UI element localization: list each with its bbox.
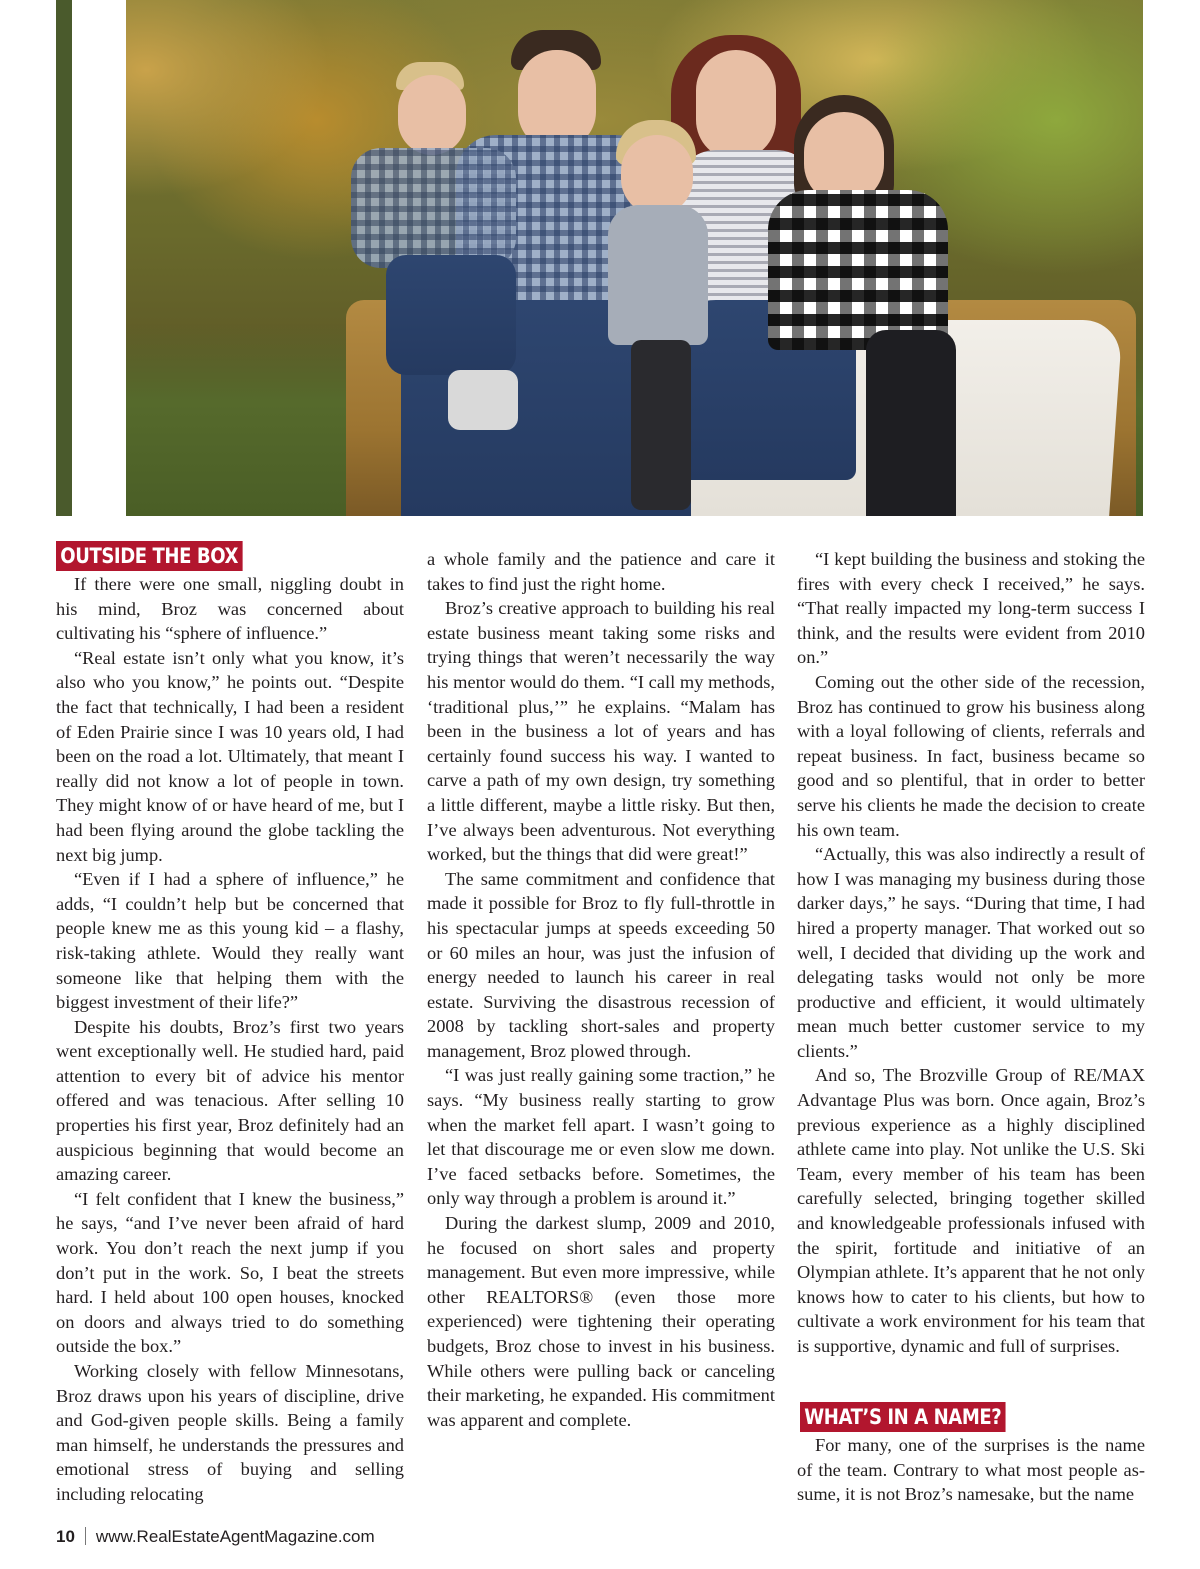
paragraph: “Even if I had a sphere of influence,” he adds, “I couldn’t help but be concerned that people knew me as this young kid – a flashy, risk-taking athlete. Would they really want someone like that helping them with the biggest investment of their life?” — [56, 869, 404, 1013]
paragraph: And so, The Brozville Group of RE/MAX Advantage Plus was born. Once again, Broz’s previous experience as a highly disciplined athlete came into play. Not unlike the U.S. Ski Team, every member of his team has been carefully selected, bringing together skilled and knowledgeable professionals infused with the spirit, fortitude and initiative of an Olympian athlete. It’s apparent that he not only knows how to cater to his clients, but how to cultivate a work environment for his team that is supportive, dynamic and full of surprises. — [797, 1065, 1145, 1356]
magazine-url[interactable]: www.RealEstateAgentMagazine.com — [95, 1527, 375, 1546]
toddler-shirt — [351, 148, 516, 268]
mother-face — [696, 50, 776, 160]
paragraph: “I kept building the business and stoking the fires with every check I received,” he says. “That really impacted my long-term success I think, and the results were evident from 2010 on.” — [797, 549, 1145, 668]
toddler-shoes — [448, 370, 518, 430]
section-heading-outside-the-box: OUTSIDE THE BOX — [56, 541, 242, 571]
column-3 — [797, 547, 1145, 1359]
paragraph: “Real estate isn’t only what you know, it’s also who you know,” he points out. “Despite the fact that technically, I had been a resident of Eden Prairie since I was 10 years old, I had been on the road a lot. Ultimately, that meant I really did not know a lot of people in town. They might know of or have heard of me, but I had been flying around the globe tackling the next big jump. — [56, 647, 404, 865]
paragraph: Coming out the other side of the recession, Broz has continued to grow his business along with a loyal following of clients, referrals and repeat business. In fact, business became so good and so plentiful, that in order to better serve his clients he made the decision to create his own team. — [797, 671, 1145, 840]
paragraph: Working closely with fellow Minnesotans, Broz draws upon his years of discipline, drive and God-given people skills. Being a family man himself, he understands the pressures and emotional stress of buying and selling including relocating — [56, 1361, 404, 1504]
paragraph: The same commitment and confidence that made it possible for Broz to fly full-throttle in his spectacular jumps at speeds exceeding 50 or 60 miles an hour, was just the infusion of energy needed to launch his career in real estate. Surviving the disastrous recession of 2008 by tackling short-sales and property management, Broz plowed through. — [427, 868, 775, 1061]
paragraph: Despite his doubts, Broz’s first two years went exceptionally well. He studied hard, paid attention to every bit of advice his mentor offered and was tenacious. After selling 10 properties his first year, Broz definitely had an auspicious beginning that would become an amazing career. — [56, 1016, 404, 1185]
paragraph: If there were one small, niggling doubt in his mind, Broz was concerned about cultivating his “sphere of influence.” — [56, 574, 404, 644]
girl-small-leggings — [631, 340, 691, 510]
toddler-face — [398, 75, 466, 155]
paragraph: “Actually, this was also indirectly a result of how I was managing my business during those darker days,” he says. “During that time, I had hired a property manager. That worked out so well, I decided that dividing up the work and delegating tasks would not only be more productive and efficient, it would ultimately mean much better customer service to my clients.” — [797, 844, 1145, 1061]
footer-divider — [85, 1527, 86, 1545]
paragraph: “I felt confident that I knew the business,” he says, “and I’ve never been afraid of hard work. You don’t reach the next jump if you don’t put in the work. So, I beat the streets hard. I held about 100 open houses, knocked on doors and always tried to do something outside the box.” — [56, 1188, 404, 1357]
paragraph: a whole family and the patience and care it takes to find just the right home. — [427, 549, 775, 594]
page-footer — [56, 1527, 375, 1547]
family-photo — [56, 0, 1143, 516]
section-heading-whats-in-a-name: WHAT’S IN A NAME? — [800, 1402, 1006, 1432]
column-1 — [56, 572, 404, 1507]
paragraph: “I was just really gaining some traction,” he says. “My business really starting to grow when the market fell apart. I wasn’t going to let that discourage me or even slow me down. I’ve faced setbacks before. Sometimes, the only way through a problem is around it.” — [427, 1065, 775, 1209]
paragraph: Broz’s creative approach to building his real estate business meant taking some risks and trying things that weren’t necessarily the way his mentor would do them. “I call my methods, ‘traditional plus,’” he explains. “Malam has been in the business a lot of years and has certainly found success his way. I wanted to carve a path of my own design, try something a little different, maybe a little risky. But then, I’ve always been adventurous. Not everything worked, but the things that did were great!” — [427, 598, 775, 865]
girl-small-face — [621, 135, 693, 215]
column-2 — [427, 547, 775, 1432]
paragraph: For many, one of the surprises is the name of the team. Contrary to what most people assume, it is not Broz’s namesake, but the name — [797, 1435, 1145, 1505]
girl-small-top — [608, 205, 708, 345]
page-number: 10 — [56, 1527, 75, 1546]
column-3-continued — [797, 1433, 1145, 1507]
toddler-jeans — [386, 255, 516, 375]
girl-big-shirt — [768, 190, 948, 350]
photo-left-strip — [56, 0, 72, 516]
paragraph: During the darkest slump, 2009 and 2010, he focused on short sales and property management. But even more impressive, while other REALTORS® (even those more experienced) were tightening their operating budgets, Broz chose to invest in his business. While others were pulling back or canceling their marketing, he expanded. His commitment was apparent and complete. — [427, 1213, 775, 1430]
girl-big-leggings — [866, 330, 956, 516]
